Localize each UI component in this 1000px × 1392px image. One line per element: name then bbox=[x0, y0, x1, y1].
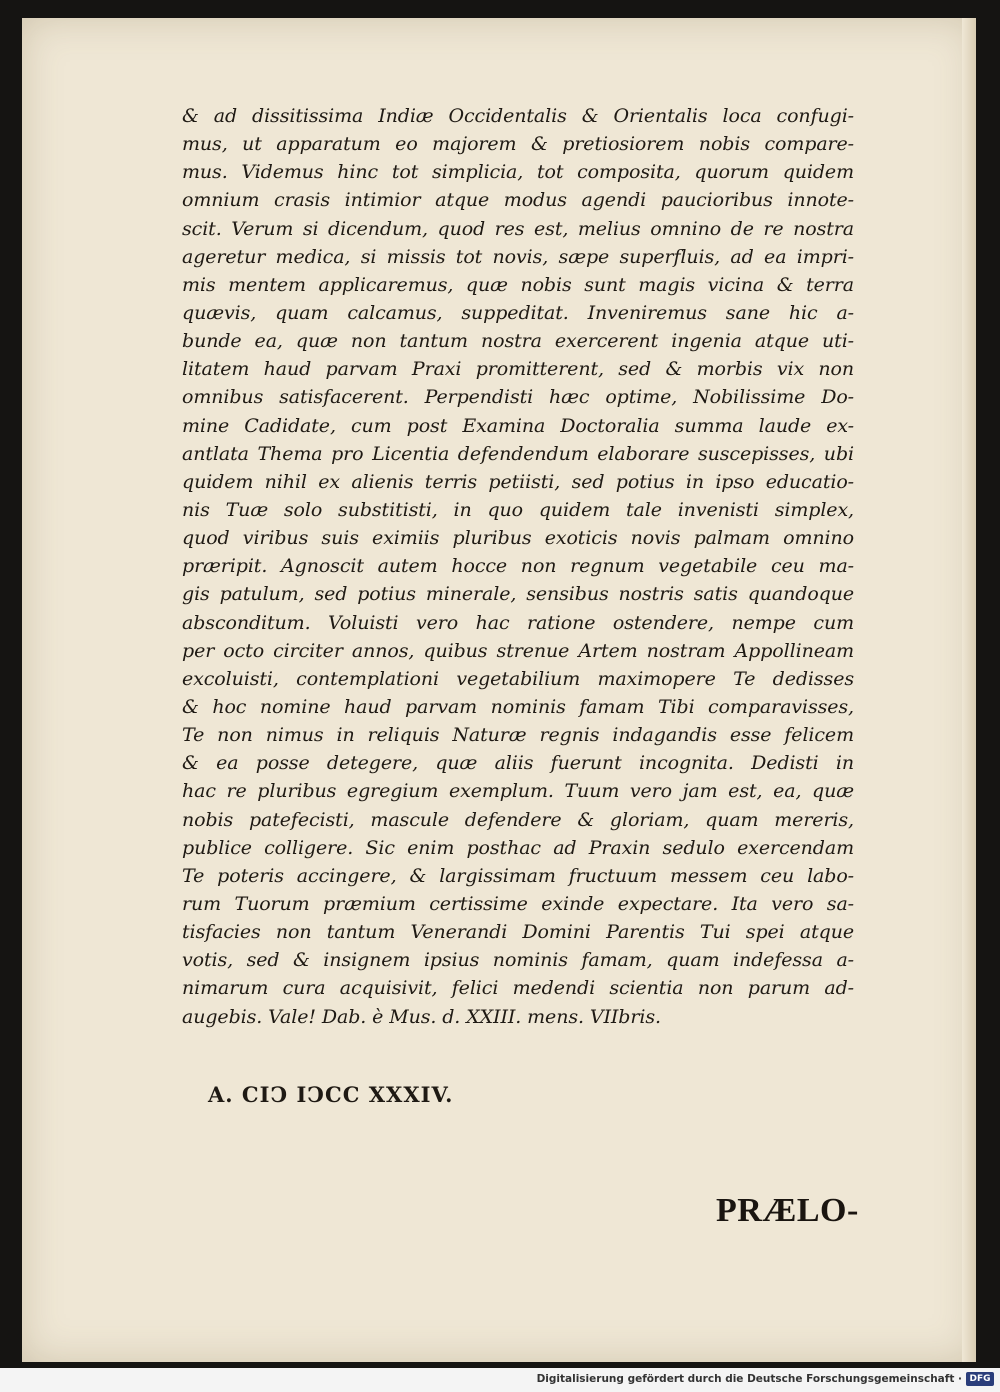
text-line: publice colligere. Sic enim posthac ad Praxin sedulo exercendam bbox=[182, 836, 854, 859]
text-line: ageretur medica, si missis tot novis, sæpe superfluis, ad ea impri- bbox=[182, 245, 854, 268]
text-line: gis patulum, sed potius minerale, sensibus nostris satis quandoque bbox=[182, 583, 854, 606]
page-edge bbox=[962, 18, 976, 1362]
text-line: scit. Verum si dicendum, quod res est, melius omnino de re nostra bbox=[182, 217, 854, 240]
text-line: excoluisti, contemplationi vegetabilium maximopere Te dedisses bbox=[182, 667, 854, 690]
text-line: Te non nimus in reliquis Naturæ regnis indagandis esse felicem bbox=[182, 724, 854, 747]
text-line: absconditum. Voluisti vero hac ratione ostendere, nempe cum bbox=[182, 611, 854, 634]
date-line: A. CIↃ IↃCC XXXIV. bbox=[208, 1082, 454, 1107]
text-line: omnium crasis intimior atque modus agendi paucioribus innote- bbox=[182, 189, 854, 212]
text-line: quævis, quam calcamus, suppeditat. Inveniremus sane hic a- bbox=[182, 301, 854, 324]
text-line: nobis patefecisti, mascule defendere & gloriam, quam mereris, bbox=[182, 808, 854, 831]
text-line: quidem nihil ex alienis terris petiisti, sed potius in ipso educatio- bbox=[182, 470, 854, 493]
text-line: & ad dissitissima Indiæ Occidentalis & Orientalis loca confugi- bbox=[182, 105, 854, 127]
text-line: per octo circiter annos, quibus strenue Artem nostram Appollineam bbox=[182, 639, 854, 662]
text-line: bunde ea, quæ non tantum nostra exercerent ingenia atque uti- bbox=[182, 330, 854, 353]
text-line: votis, sed & insignem ipsius nominis famam, quam indefessa a- bbox=[182, 949, 854, 972]
text-line: hac re pluribus egregium exemplum. Tuum vero jam est, ea, quæ bbox=[182, 780, 854, 803]
text-line: mus. Videmus hinc tot simplicia, tot composita, quorum quidem bbox=[182, 161, 854, 184]
text-line: tisfacies non tantum Venerandi Domini Parentis Tui spei atque bbox=[182, 921, 854, 944]
text-line: nis Tuæ solo substitisti, in quo quidem tale invenisti simplex, bbox=[182, 498, 854, 521]
text-line: & ea posse detegere, quæ aliis fuerunt incognita. Dedisti in bbox=[182, 752, 854, 775]
text-line: augebis. Vale! Dab. è Mus. d. XXIII. mens. VIIbris. bbox=[182, 1005, 661, 1028]
text-line: rum Tuorum præmium certissime exinde expectare. Ita vero sa- bbox=[182, 892, 854, 915]
text-line: Te poteris accingere, & largissimam fructuum messem ceu labo- bbox=[182, 864, 854, 887]
text-line: nimarum cura acquisivit, felici medendi scientia non parum ad- bbox=[182, 977, 854, 1000]
body-text bbox=[182, 102, 854, 1031]
text-line: & hoc nomine haud parvam nominis famam Tibi comparavisses, bbox=[182, 695, 854, 718]
text-line: mus, ut apparatum eo majorem & pretiosiorem nobis compare- bbox=[182, 133, 854, 156]
text-line: antlata Thema pro Licentia defendendum elaborare suscepisses, ubi bbox=[182, 442, 854, 465]
text-line: mine Cadidate, cum post Examina Doctoralia summa laude ex- bbox=[182, 414, 854, 437]
text-line: mis mentem applicaremus, quæ nobis sunt magis vicina & terra bbox=[182, 273, 854, 296]
text-line: quod viribus suis eximiis pluribus exoticis novis palmam omnino bbox=[182, 527, 854, 550]
text-line: omnibus satisfacerent. Perpendisti hæc optime, Nobilissime Do- bbox=[182, 386, 854, 409]
footer-bar bbox=[0, 1368, 1000, 1392]
text-line: præripit. Agnoscit autem hocce non regnum vegetabile ceu ma- bbox=[182, 555, 854, 578]
text-line: litatem haud parvam Praxi promitterent, sed & morbis vix non bbox=[182, 358, 854, 381]
catchword: PRÆLO- bbox=[716, 1192, 859, 1229]
dfg-logo: DFG bbox=[966, 1372, 994, 1386]
footer-credit: Digitalisierung gefördert durch die Deutsche Forschungsgemeinschaft · bbox=[536, 1373, 962, 1385]
